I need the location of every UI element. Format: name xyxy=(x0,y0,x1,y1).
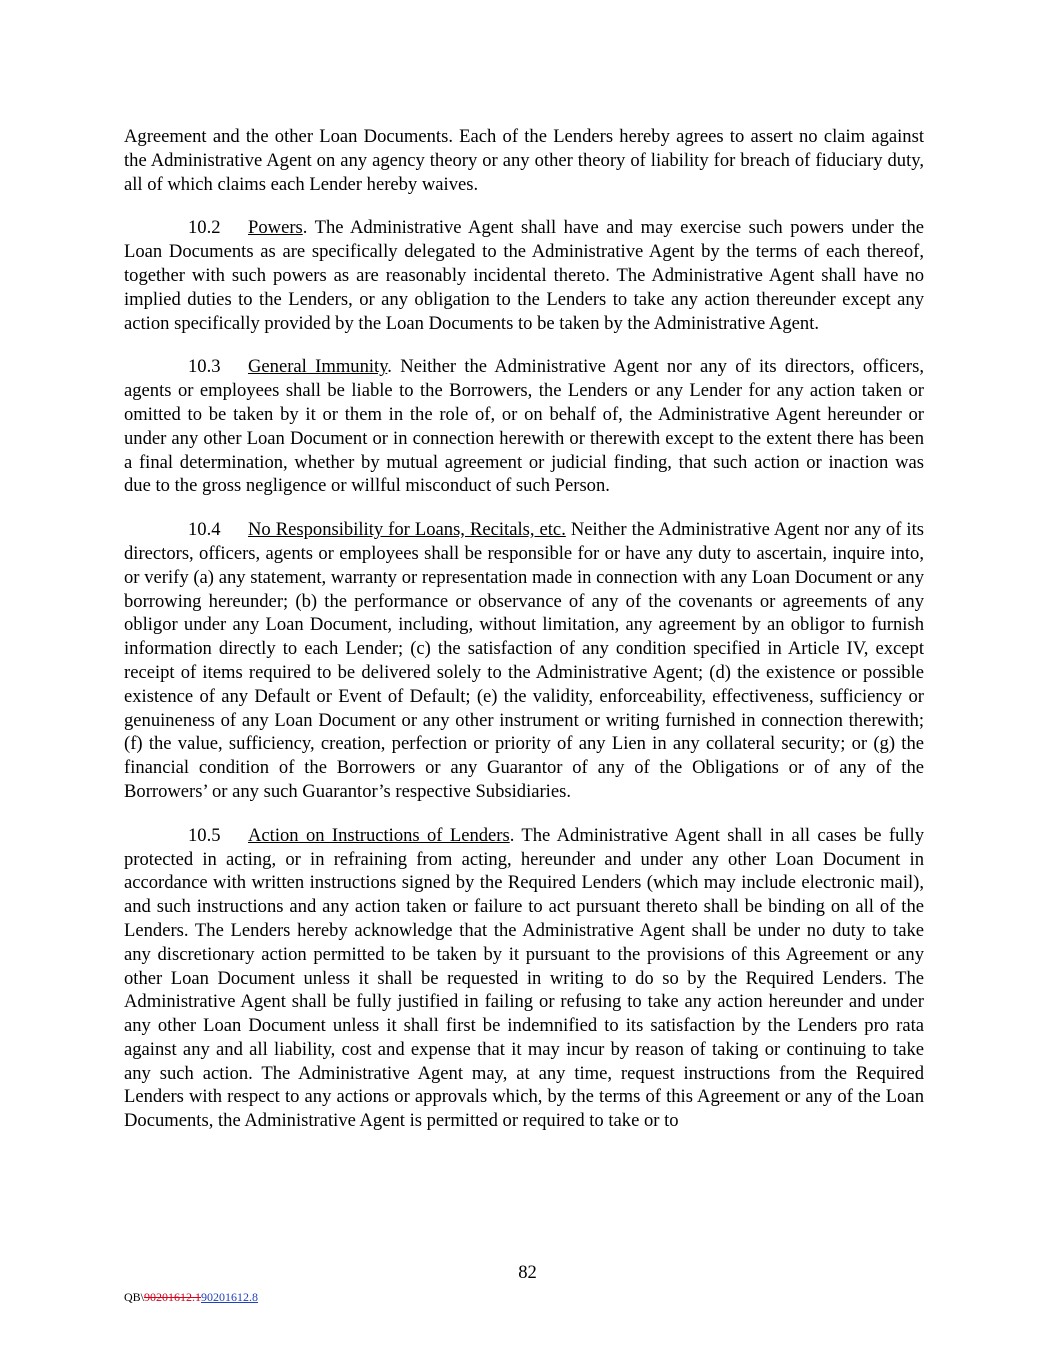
section-text: . Neither the Administrative Agent nor any of its directors, officers, agents or employees shall be liable to the Borrowers, the Lenders or any Lender for any action taken or omitted to be taken by it or them in the role of, or on behalf of, the Administrative Agent hereunder or under any other Loan Document or in connection herewith or therewith except to the extent there has been a final determination, whether by mutual agreement or judicial finding, that such action or inaction was due to the gross negligence or willful misconduct of such Person. xyxy=(124,356,925,497)
section-text: . The Administrative Agent shall in all cases be fully protected in acting, or in refraining from acting, hereunder and under any other Loan Document in accordance with written instructions signed by the Required Lenders (which may include electronic mail), and such instructions and any action taken or failure to act pursuant thereto shall be binding on all of the Lenders. The Lenders hereby acknowledge that the Administrative Agent shall be under no duty to take any discretionary action permitted to be taken by it pursuant to the provisions of this Agreement or any other Loan Document unless it shall be requested in writing to do so by the Required Lenders. The Administrative Agent shall be fully justified in failing or refusing to take any action hereunder and under any other Loan Document unless it shall first be indemnified to its satisfaction by the Lenders pro rata against any and all liability, cost and expense that it may incur by reason of taking or continuing to take any such action. The Administrative Agent may, at any time, request instructions from the Required Lenders with respect to any actions or approvals which, by the terms of this Agreement or any of the Loan Documents, the Administrative Agent is permitted or required to take or to xyxy=(124,824,924,1132)
intro-text: Agreement and the other Loan Documents. Each of the Lenders hereby agrees to assert no claim against the Administrative Agent on any agency theory or any other theory of liability for breach of fiduciary duty, all of which claims each Lender hereby waives. xyxy=(124,126,924,195)
section-text: . The Administrative Agent shall have and may exercise such powers under the Loan Documents as are specifically delegated to the Administrative Agent by the terms of each thereof, together with such powers as are reasonably incidental thereto. The Administrative Agent shall have no implied duties to the Lenders, or any obligation to the Lenders to take any action thereunder except any action specifically provided by the Loan Documents to be taken by the Administrative Agent. xyxy=(124,217,924,334)
section-10-3 xyxy=(124,355,924,498)
document-id xyxy=(124,1290,258,1305)
section-text: Neither the Administrative Agent nor any of its directors, officers, agents or employees shall be responsible for or have any duty to ascertain, inquire into, or verify (a) any statement, warranty or representation made in connection with any Loan Document or any borrowing hereunder; (b) the performance or observance of any of the covenants or agreements of any obligor under any Loan Document, including, without limitation, any agreement by an obligor to furnish information directly to each Lender; (c) the satisfaction of any condition specified in Article IV, except receipt of items required to be delivered solely to the Administrative Agent; (d) the existence or possible existence of any Default or Event of Default; (e) the validity, enforceability, effectiveness, sufficiency or genuineness of any Loan Document or any other instrument or writing furnished in connection therewith; (f) the value, sufficiency, creation, perfection or priority of any Lien in any collateral security; or (g) the financial condition of the Borrowers or any Guarantor of any of the Obligations or of any of the Borrowers’ or any such Guarantor’s respective Subsidiaries. xyxy=(124,519,924,802)
doc-id-inserted: 90201612.8 xyxy=(201,1290,259,1304)
section-number: 10.5 xyxy=(188,824,221,846)
section-heading: General Immunity xyxy=(248,356,388,378)
section-10-4 xyxy=(124,518,924,804)
section-number: 10.3 xyxy=(188,356,221,378)
section-number: 10.2 xyxy=(188,217,221,239)
page-number: 82 xyxy=(518,1262,537,1283)
section-heading: Action on Instructions of Lenders xyxy=(248,824,510,846)
intro-paragraph xyxy=(124,125,924,196)
document-body xyxy=(124,125,924,1153)
doc-id-prefix: QB\ xyxy=(124,1290,145,1304)
section-10-5 xyxy=(124,824,924,1133)
section-heading: No Responsibility for Loans, Recitals, etc. xyxy=(248,519,566,541)
section-heading: Powers xyxy=(248,217,303,239)
section-number: 10.4 xyxy=(188,519,221,541)
doc-id-deleted: 90201612.1 xyxy=(144,1290,202,1304)
section-10-2 xyxy=(124,216,924,335)
